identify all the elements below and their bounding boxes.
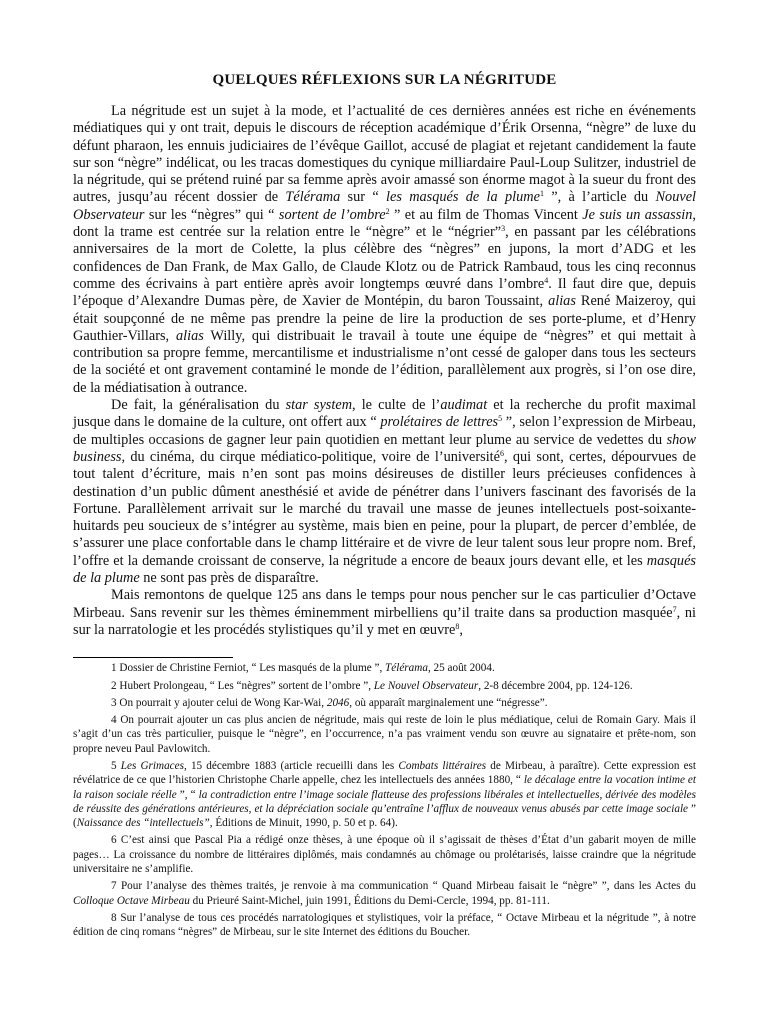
- text-run: , en passant par les célébrations anniversaires de la mort de Colette, la plus célèbre des “nègres” en jupons, la mort d’ADG et les confidences de Dan Frank, de Max Gallo, de Claude Klotz ou de Patrick Rambaud, tous les cinq reconnus comme des écrivains à part entière après avoir longtemps œuvré dans l’ombre: [73, 224, 696, 292]
- text-run: , du cinéma, du cirque médiatico-politique, voire de l’université: [121, 448, 501, 465]
- text-run: Willy, qui distribuait le travail à toute une équipe de “nègres” et qui mettait à contribution sa propre femme, mercantilisme et industrialisme n’ont cessé de galoper dans tous les secteurs de la société et ont gravement contaminé le monde de l’édition, parallèlement aux progrès, si l’on ose dire, de la médiatisation à outrance.: [73, 327, 696, 396]
- italic-text: Télérama: [285, 189, 341, 206]
- text-run: 6 C’est ainsi que Pascal Pia a rédigé onze thèses, à une époque où il s’agissait de thèses d’État d’un gabarit moyen de mille pages… La croissance du nombre de littéraires diplômés, mais condamnés au chômage ou prolétarisés, laisse craindre que la négritude universitaire ne s’amplifie.: [73, 834, 696, 876]
- text-run: et la recherche du profit maximal jusque dans le domaine de la culture, ont offert aux “: [73, 397, 697, 431]
- footnote: [73, 696, 696, 710]
- footnote: [73, 911, 696, 940]
- text-run: , 2-8 décembre 2004, pp. 124-126.: [478, 679, 633, 692]
- text-run: ”, selon l’expression de Mirbeau, de multiples occasions de gagner leur pain quotidien en mettant leur plume au service de vedettes du: [73, 414, 696, 448]
- text-run: , où apparaît marginalement une “négresse”.: [349, 696, 548, 709]
- text-run: 2 Hubert Prolongeau, “ Les “nègres” sortent de l’ombre ”,: [111, 679, 374, 692]
- footnote: [73, 833, 696, 876]
- footnote-ref: 2: [385, 206, 390, 216]
- text-run: René Maizeroy, qui était soupçonné de ne même pas prendre la peine de lire la production de ses porte-plume, et d’Henry Gauthier-Villars,: [73, 293, 697, 344]
- text-run: 4 On pourrait ajouter un cas plus ancien de négritude, mais qui reste de loin le plus médiatique, celui de Romain Gary. Mais il s’agit d’un cas très particulier, puisque le “nègre”, en l’occurrence, n’a pas vraiment vendu son œuvre au signataire et prête-nom, son propre neveu Paul Pavlowitch.: [73, 714, 696, 755]
- text-run: ” (: [73, 802, 696, 830]
- footnotes: [73, 661, 696, 939]
- footnote-ref: 6: [500, 448, 505, 458]
- italic-text: Nouvel Observateur: [73, 189, 697, 223]
- text-run: , le culte de l’: [352, 397, 441, 414]
- italic-text: sortent de l’ombre: [278, 206, 386, 223]
- italic-text: Naissance des “intellectuels”: [76, 817, 210, 830]
- text-run: , dont la trame est centrée sur la relation entre le “nègre” et le “négrier”: [73, 206, 696, 241]
- italic-text: la contradiction entre l’image sociale flatteuse des professions libérales et intellectuelles, dérivée des modèles de réussite des générations antérieures, et la dépréciation sociale qu’entraîne l’afflux de nouveaux venus abusés par cette image sociale: [73, 788, 696, 815]
- italic-text: Combats littéraires: [398, 759, 487, 772]
- italic-text: Télérama: [385, 662, 428, 675]
- italic-text: star system: [285, 397, 353, 414]
- paragraph: [73, 103, 696, 397]
- text-run: , Éditions de Minuit, 1990, p. 50 et p. 64).: [209, 817, 398, 830]
- text-run: . Il faut dire que, depuis l’époque d’Alexandre Dumas père, de Xavier de Montépin, du baron Toussaint,: [73, 275, 696, 310]
- footnote-ref: 1: [539, 189, 544, 199]
- text-run: ”, “: [176, 788, 199, 801]
- italic-text: le décalage entre la vocation intime et la raison sociale réelle: [73, 774, 696, 801]
- italic-text: les masqués de la plume: [386, 189, 540, 206]
- footnote-ref: 5: [498, 414, 503, 424]
- text-run: , qui sont, certes, dépourvues de tout talent d’écriture, mais n’en sont pas moins désireuses de distiller leurs précieuses confidences à destination d’un public dûment anesthésié et avide de pénétrer dans l’univers fascinant des favorisés de la Fortune. Parallèlement arrivait sur le marché du travail une masse de jeunes intellectuels post-soixante-huitards peu soucieux de s’intégrer au système, mais bien en peine, pour la plupart, de percer d’emblée, de s’assurer une place confortable dans le champ littéraire et de vivre de leur talent sous leur propre nom. Bref, l’offre et la demande croissant de conserve, la négritude a encore de beaux jours devant elle, et les: [73, 448, 696, 569]
- text-run: 7 Pour l’analyse des thèmes traités, je renvoie à ma communication “ Quand Mirbeau faisait le “nègre” ”, dans les Actes du: [111, 880, 696, 893]
- footnote-ref: 7: [672, 604, 677, 614]
- text-run: 3 On pourrait y ajouter celui de Wong Kar-Wai,: [111, 696, 327, 709]
- footnote-ref: 3: [501, 224, 506, 234]
- text-run: 5: [111, 759, 121, 772]
- italic-text: Le Nouvel Observateur: [373, 679, 479, 692]
- footnote: [73, 679, 696, 693]
- italic-text: Colloque Octave Mirbeau: [73, 894, 190, 907]
- italic-text: Les Grimaces: [120, 759, 184, 772]
- footnote: [73, 713, 696, 756]
- italic-text: prolétaires de lettres: [380, 414, 499, 431]
- text-run: La négritude est un sujet à la mode, et l’actualité de ces dernières années est riche en événements médiatiques qui y ont trait, depuis le discours de réception académique d’Érik Orsenna, “nègre” de luxe du défunt pharaon, les ennuis judiciaires de l’évêque Gaillot, accusé de plagiat et rejetant candidement la faute sur son “nègre” indélicat, ou les tracas domestiques du cynique milliardaire Paul-Loup Sulitzer, industriel de la négritude, qui se prétend ruiné par sa femme après avoir amassé son énorme magot à la sueur du front des autres, jusqu’au récent dossier de: [73, 103, 696, 206]
- text-run: ne sont pas près de disparaître.: [139, 570, 319, 587]
- footnote-separator: [73, 657, 233, 658]
- footnote: [73, 661, 696, 675]
- text-run: de Mirbeau, à paraître). Cette expression est révélatrice de ce que l’historien Christophe Charle appelle, chez les intellectuels des années 1880, “: [73, 759, 697, 787]
- text-run: 1 Dossier de Christine Ferniot, “ Les masqués de la plume ”,: [111, 662, 386, 675]
- paragraph: [73, 587, 696, 639]
- text-run: 8 Sur l’analyse de tous ces procédés narratologiques et stylistiques, voir la préface, “ Octave Mirbeau et la négritude ”, à notre édition de cinq romans “nègres” de Mirbeau, sur le site Internet des éditions du Boucher.: [73, 911, 696, 939]
- italic-text: alias: [548, 293, 576, 310]
- text-run: ,: [459, 621, 463, 638]
- italic-text: alias: [175, 327, 204, 344]
- text-run: Mais remontons de quelque 125 ans dans le temps pour nous pencher sur le cas particulier d’Octave Mirbeau. Sans revenir sur les thèmes éminemment mirbelliens qu’il traite dans sa production masquée: [73, 587, 696, 621]
- text-run: ”, à l’article du: [543, 189, 656, 206]
- text-run: sur les “nègres” qui “: [144, 206, 279, 223]
- main-text: [73, 103, 696, 639]
- text-run: , 15 décembre 1883 (article recueilli dans les: [183, 759, 399, 772]
- footnote-ref: 8: [455, 621, 460, 631]
- text-run: , 25 août 2004.: [427, 662, 495, 675]
- text-run: ” et au film de Thomas Vincent: [389, 206, 583, 223]
- page-title: QUELQUES RÉFLEXIONS SUR LA NÉGRITUDE: [212, 72, 557, 88]
- italic-text: show business: [73, 431, 696, 465]
- text-run: du Prieuré Saint-Michel, juin 1991, Éditions du Demi-Cercle, 1994, pp. 81-111.: [189, 894, 550, 907]
- paragraph: [73, 397, 696, 587]
- footnote-ref: 4: [544, 275, 549, 285]
- italic-text: Je suis un assassin: [582, 206, 693, 223]
- italic-text: masqués de la plume: [73, 552, 696, 587]
- italic-text: 2046: [326, 696, 350, 709]
- text-run: , ni sur la narratologie et les procédés stylistiques qu’il y met en œuvre: [73, 604, 696, 638]
- italic-text: audimat: [440, 397, 488, 414]
- text-run: De fait, la généralisation du: [111, 397, 286, 414]
- footnote: [73, 759, 696, 830]
- footnote: [73, 879, 696, 908]
- text-run: sur “: [340, 189, 386, 206]
